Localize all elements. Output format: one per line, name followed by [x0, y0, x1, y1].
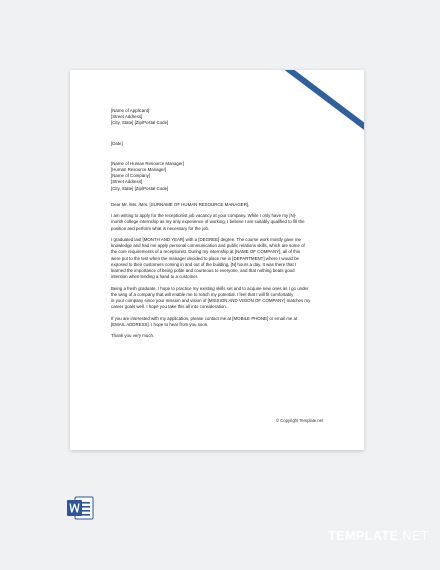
paragraph-line: career goals well. I hope you take this all into consideration. — [111, 304, 227, 310]
paragraph-3 — [111, 286, 337, 311]
paragraph-4 — [111, 316, 337, 328]
letter-body — [111, 108, 337, 345]
paragraph-line: month college internship as my only experience of working, I believe I am suitably qualified to fill the — [111, 219, 305, 225]
paragraph-1 — [111, 213, 337, 232]
paragraph-line: intention when lending a hand to a customer. — [111, 274, 199, 280]
paragraph-line: Being a fresh graduate, I hope to practice my existing skills set and to acquire new ones as I go under — [111, 285, 309, 291]
paragraph-line: I graduated last [MONTH AND YEAR] with a [DEGREE] degree. The course work mostly gave me — [111, 237, 301, 243]
applicant-line: [Street Address] — [111, 114, 143, 120]
recipient-line: [Human Resource Manager] — [111, 167, 167, 173]
paragraph-line: in your company since your mission and vision of [MISSION AND VISION OF COMPANY] matches my — [111, 298, 311, 304]
copyright-notice: © Copyright Template.net — [276, 418, 324, 423]
paragraph-line: Thank you very much. — [111, 333, 155, 339]
microsoft-word-icon — [66, 495, 94, 521]
salutation-text: Dear Mr. /Ms. /Mrs. [SURNAME OF HUMAN RESOURCE MANAGER], — [111, 201, 250, 207]
paragraph-2 — [111, 237, 337, 280]
paragraph-line: If you are interested with my application, please contact me at [MOBILE PHONE] or email me at — [111, 315, 298, 321]
date-block — [111, 141, 337, 147]
recipient-line: [Name of Company] — [111, 173, 151, 179]
recipient-address — [111, 161, 337, 192]
closing — [111, 333, 337, 339]
paragraph-line: [EMAIL ADDRESS]. I hope to hear from you soon. — [111, 321, 209, 327]
letter-page — [70, 70, 364, 450]
paragraph-line: learned the importance of being polite and courteous to everyone, and that nothing beats good — [111, 268, 295, 274]
salutation — [111, 202, 337, 208]
paragraph-line: I am writing to apply for the receptionist job vacancy at your company. While I only have my [N]- — [111, 213, 297, 219]
recipient-line: [City, State] [Zip/Postal Code] — [111, 185, 169, 191]
brand-bold: TEMPLATE — [328, 529, 399, 543]
recipient-line: [Name of Human Resource Manager] — [111, 160, 184, 166]
paragraph-line: the wing of a company that will enable me to reach my potential. I feel that I will fit comfortably — [111, 291, 294, 297]
paragraph-line: exposed to their customers coming in and out of the building, [N] hours a day. It was there that I — [111, 261, 297, 267]
paragraph-line: knowledge and had me apply personal communication and public relations skills, which are some of — [111, 243, 305, 249]
paragraph-line: position and perform what is necessary for the job. — [111, 225, 210, 231]
letter-date: [Date] — [111, 140, 123, 146]
applicant-line: [Name of Applicant] — [111, 108, 150, 113]
paragraph-line: were put to the test when the manager decided to place me in [DEPARTMENT] where I would be — [111, 255, 299, 261]
template-net-logo — [328, 529, 429, 543]
applicant-address — [111, 108, 337, 127]
paragraph-line: the core requirements of a receptionist. During my internship at [NAME OF COMPANY], all of this — [111, 249, 301, 255]
applicant-line: [City, State] [Zip/Postal Code] — [111, 120, 169, 126]
brand-thin: .NET — [398, 529, 429, 543]
recipient-line: [Street Address] — [111, 179, 143, 185]
